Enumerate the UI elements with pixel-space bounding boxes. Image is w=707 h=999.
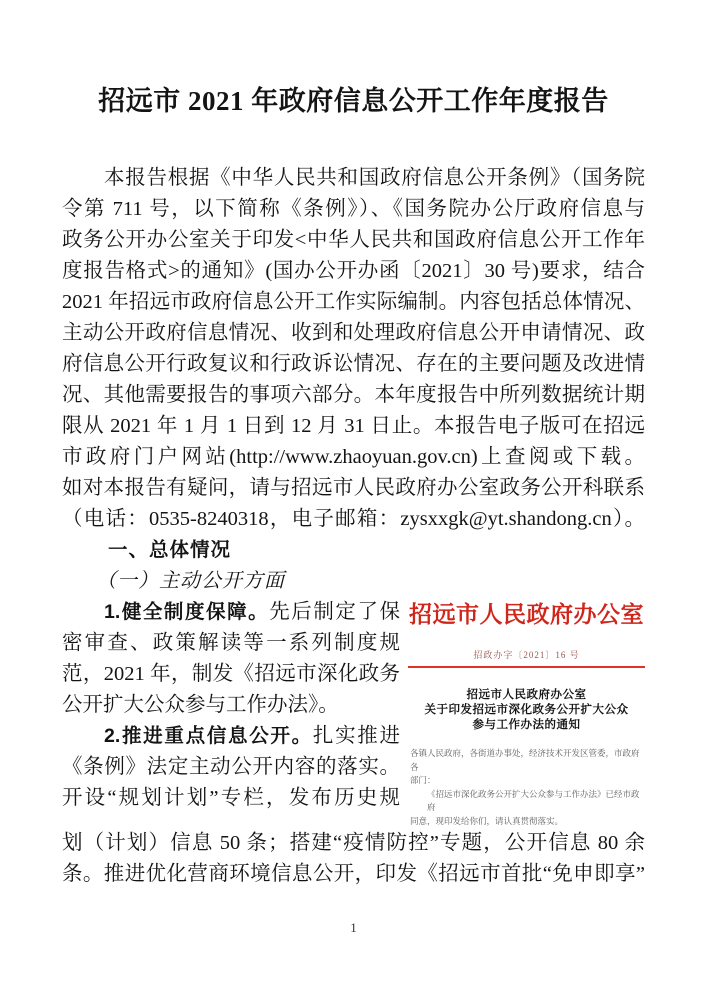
item1-line: 范，2021 年，制发《招远市深化政务 [62,663,400,685]
embedded-notice-image [408,598,645,828]
intro-line: 主动公开政府信息情况、收到和处理政府信息公开申请情况、政 [62,322,645,344]
item2-line: 开设“规划计划”专栏，发布历史规 [62,787,400,809]
document-body [62,163,645,890]
intro-line: 限从 2021 年 1 月 1 日到 12 月 31 日止。本报告电子版可在招远 [62,415,645,437]
notice-body [408,747,645,828]
notice-body-line: 各镇人民政府，各街道办事处，经济技术开发区管委，市政府各 [410,748,640,772]
notice-title-line: 招远市人民政府办公室 [466,689,587,701]
intro-line: 市政府门户网站(http://www.zhaoyuan.gov.cn)上查阅或下载。 [62,446,645,468]
section-heading-overall: 一、总体情况 [108,539,232,561]
item1-rest: 先后制定了保 [269,601,401,623]
intro-line: 令第 711 号，以下简称《条例》）、《国务院办公厅政府信息与 [62,198,645,220]
intro-line: 如对本报告有疑问，请与招远市人民政府办公室政务公开科联系 [62,477,645,499]
notice-red-header: 招远市人民政府办公室 [409,602,644,627]
wrapped-text-column [62,597,400,814]
item1-line: 公开扩大公众参与工作办法》。 [62,694,339,716]
item2-line-full: 划（计划）信息 50 条；搭建“疫情防控”专题，公开信息 80 余 [62,832,645,854]
item2-line: 《条例》法定主动公开内容的落实。 [62,756,400,778]
intro-line: 2021 年招远市政府信息公开工作实际编制。内容包括总体情况、 [62,291,645,313]
item1-line: 密审查、政策解读等一系列制度规 [62,632,400,654]
subsection-heading-proactive: （一）主动公开方面 [96,570,285,592]
intro-line: 政务公开办公室关于印发<中华人民共和国政府信息公开工作年 [62,229,645,251]
page-number: 1 [350,920,357,935]
notice-body-line: 部门： [410,775,436,785]
notice-red-rule [408,666,645,668]
intro-line: 本报告根据《中华人民共和国政府信息公开条例》（国务院 [104,167,645,189]
item2-rest: 扎实推进 [312,725,401,747]
notice-body-line: 同意，现印发给你们，请认真贯彻落实。 [410,815,564,826]
item2-line-full: 条。推进优化营商环境信息公开，印发《招远市首批“免申即享” [62,863,645,885]
notice-title-line: 关于印发招远市深化政务公开扩大公众 [424,704,629,716]
item1-bold-lead: 1.健全制度保障。 [104,601,270,623]
intro-line: （电话：0535-8240318，电子邮箱：zysxxgk@yt.shandong.cn）。 [62,508,645,530]
item2-bold-lead: 2.推进重点信息公开。 [104,725,313,747]
notice-body-line: 《招远市深化政务公开扩大公众参与工作办法》已经市政府 [427,788,640,812]
notice-doc-number: 招政办字〔2021〕16 号 [473,650,580,660]
intro-line: 度报告格式>的通知》(国办公开办函〔2021〕30 号)要求，结合 [62,260,645,282]
page-title: 招远市 2021 年政府信息公开工作年度报告 [98,86,609,116]
item1-line [62,597,400,628]
intro-line: 府信息公开行政复议和行政诉讼情况、存在的主要问题及改进情 [62,353,645,375]
text-wrap-region [62,597,645,828]
notice-title [408,688,645,733]
item2-line [62,721,400,752]
notice-title-line: 参与工作办法的通知 [472,719,581,731]
intro-line: 况、其他需要报告的事项六部分。本年度报告中所列数据统计期 [62,384,645,406]
